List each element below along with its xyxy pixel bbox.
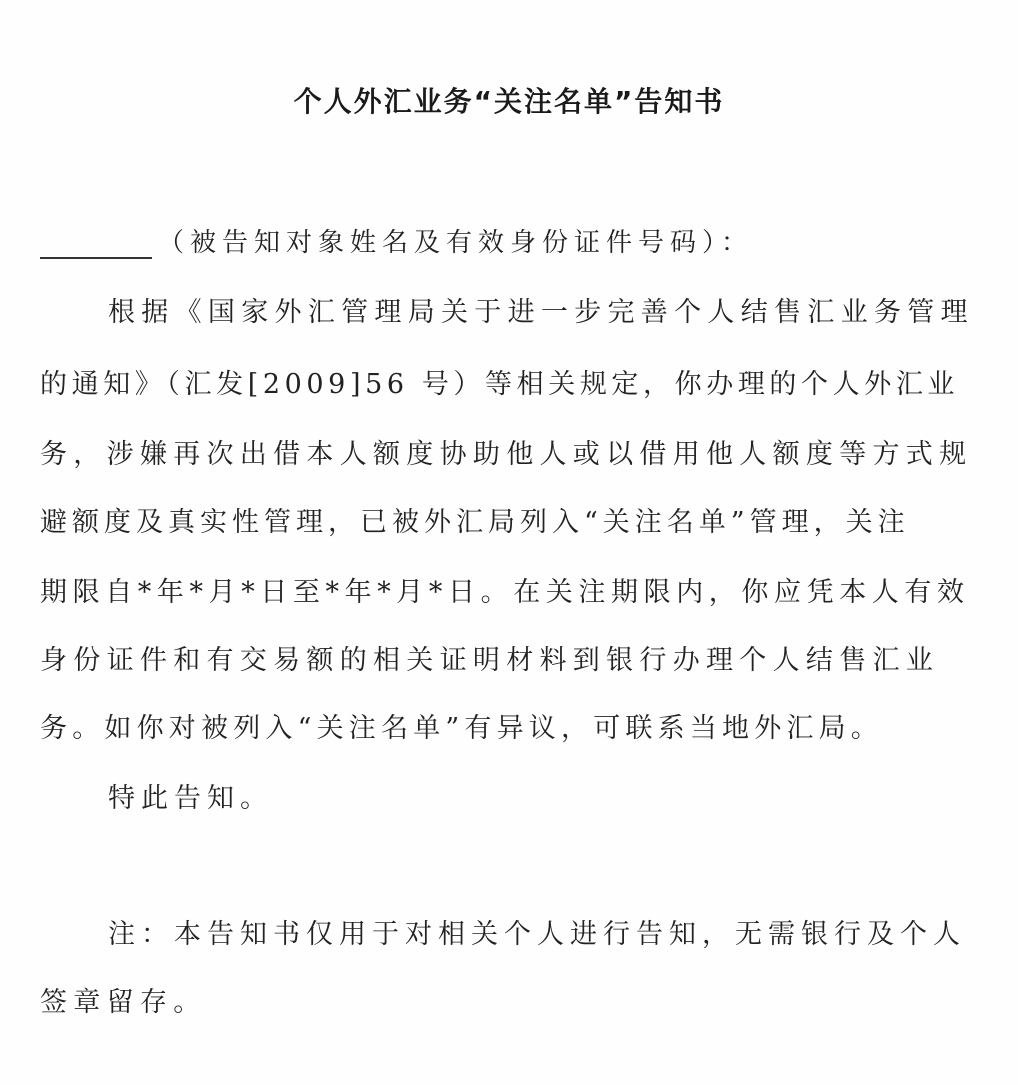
document-title: 个人外汇业务“关注名单”告知书: [293, 85, 725, 118]
body-line-2: 的通知》（汇发[2009]56 号）等相关规定，你办理的个人外汇业: [40, 369, 960, 400]
body-line-7: 务。如你对被列入“关注名单”有异议，可联系当地外汇局。: [40, 713, 884, 744]
body-line-5: 期限自*年*月*日至*年*月*日。在关注期限内，你应凭本人有效: [40, 577, 970, 608]
note-line-1: 注：本告知书仅用于对相关个人进行告知，无需银行及个人: [108, 919, 966, 950]
body-line-4: 避额度及真实性管理，已被外汇局列入“关注名单”管理，关注: [40, 507, 910, 538]
note-line-2: 签章留存。: [40, 987, 207, 1018]
addressee-line: [40, 222, 753, 259]
addressee-hint: （被告知对象姓名及有效身份证件号码）：: [158, 228, 754, 258]
body-line-1: 根据《国家外汇管理局关于进一步完善个人结售汇业务管理: [108, 297, 974, 328]
name-blank: [40, 229, 152, 259]
body-line-3: 务，涉嫌再次出借本人额度协助他人或以借用他人额度等方式规: [40, 439, 973, 470]
body-line-6: 身份证件和有交易额的相关证明材料到银行办理个人结售汇业: [40, 645, 940, 676]
closing-text: 特此告知。: [108, 783, 273, 814]
